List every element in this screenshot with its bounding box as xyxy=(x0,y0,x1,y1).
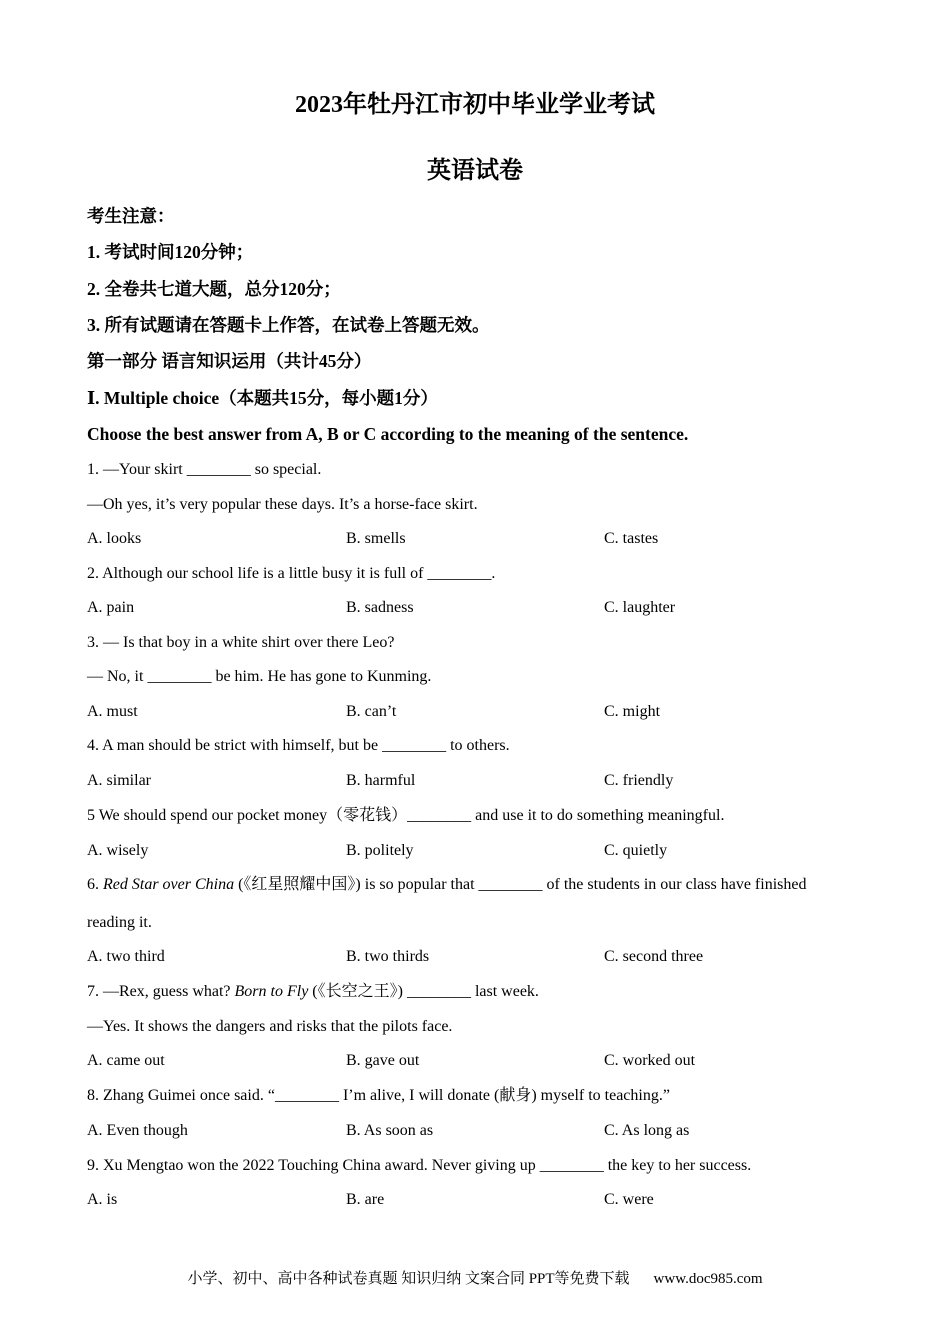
question-text: reading it. xyxy=(87,914,152,931)
option-b: B. As soon as xyxy=(346,1122,434,1139)
option-c: C. second three xyxy=(604,948,704,965)
section-heading: Ⅰ. Multiple choice（本题共15分，每小题1分） xyxy=(87,388,438,408)
option-b: B. politely xyxy=(346,842,414,859)
question-text: — No, it ________ be him. He has gone to Kunming. xyxy=(87,668,432,685)
question-text xyxy=(87,875,806,895)
question-text: 1. —Your skirt ________ so special. xyxy=(87,461,322,478)
instruction: Choose the best answer from A, B or C according to the meaning of the sentence. xyxy=(87,424,689,444)
option-b: B. are xyxy=(346,1191,385,1208)
notice-item: 3. 所有试题请在答题卡上作答，在试卷上答题无效。 xyxy=(87,315,490,335)
question-number: 6. xyxy=(87,876,103,893)
option-b: B. can’t xyxy=(346,703,397,720)
question-text: 4. A man should be strict with himself, but be ________ to others. xyxy=(87,737,510,754)
film-title: Born to Fly xyxy=(234,983,309,1000)
notice-item: 1. 考试时间120分钟； xyxy=(87,242,254,262)
option-c: C. quietly xyxy=(604,842,668,859)
exam-title: 2023年牡丹江市初中毕业学业考试 xyxy=(295,92,655,118)
notice-item: 2. 全卷共七道大题，总分120分； xyxy=(87,279,341,299)
option-b: B. smells xyxy=(346,530,406,547)
option-a: A. is xyxy=(87,1191,118,1208)
part-heading: 第一部分 语言知识运用（共计45分） xyxy=(87,351,372,371)
question-body: (《红星照耀中国》) is so popular that ________ of the students in our class have finished xyxy=(234,876,807,893)
page-footer xyxy=(0,1269,950,1289)
footer-text: 小学、初中、高中各种试卷真题 知识归纳 文案合同 PPT等免费下载 xyxy=(187,1271,630,1287)
footer-link[interactable]: www.doc985.com xyxy=(653,1271,763,1287)
option-b: B. two thirds xyxy=(346,948,430,965)
option-c: C. laughter xyxy=(604,599,676,616)
option-b: B. harmful xyxy=(346,772,416,789)
option-a: A. two third xyxy=(87,948,165,965)
option-a: A. came out xyxy=(87,1052,165,1069)
option-a: A. looks xyxy=(87,530,142,547)
option-c: C. might xyxy=(604,703,661,720)
notice-heading: 考生注意： xyxy=(87,206,175,226)
option-c: C. friendly xyxy=(604,772,674,789)
option-a: A. wisely xyxy=(87,842,149,859)
option-b: B. gave out xyxy=(346,1052,420,1069)
question-text: 9. Xu Mengtao won the 2022 Touching China award. Never giving up ________ the key to her success. xyxy=(87,1157,752,1174)
question-number: 7. —Rex, guess what? xyxy=(87,983,235,1000)
exam-subtitle: 英语试卷 xyxy=(427,158,523,184)
option-c: C. worked out xyxy=(604,1052,696,1069)
question-text: —Yes. It shows the dangers and risks that the pilots face. xyxy=(87,1018,453,1035)
option-a: A. Even though xyxy=(87,1122,188,1139)
question-text xyxy=(87,982,539,1002)
option-a: A. similar xyxy=(87,772,151,789)
question-text: 2. Although our school life is a little busy it is full of ________. xyxy=(87,565,496,582)
option-c: C. As long as xyxy=(604,1122,690,1139)
question-body: (《长空之王》) ________ last week. xyxy=(308,983,539,1000)
option-b: B. sadness xyxy=(346,599,414,616)
question-text: 3. — Is that boy in a white shirt over there Leo? xyxy=(87,634,395,651)
question-text: 8. Zhang Guimei once said. “________ I’m alive, I will donate (献身) myself to teaching.” xyxy=(87,1087,670,1104)
book-title: Red Star over China xyxy=(103,876,235,893)
option-a: A. pain xyxy=(87,599,135,616)
question-text: —Oh yes, it’s very popular these days. It’s a horse-face skirt. xyxy=(87,496,478,513)
question-text: 5 We should spend our pocket money（零花钱）________ and use it to do something meaningful. xyxy=(87,807,725,824)
option-a: A. must xyxy=(87,703,138,720)
option-c: C. tastes xyxy=(604,530,659,547)
option-c: C. were xyxy=(604,1191,654,1208)
